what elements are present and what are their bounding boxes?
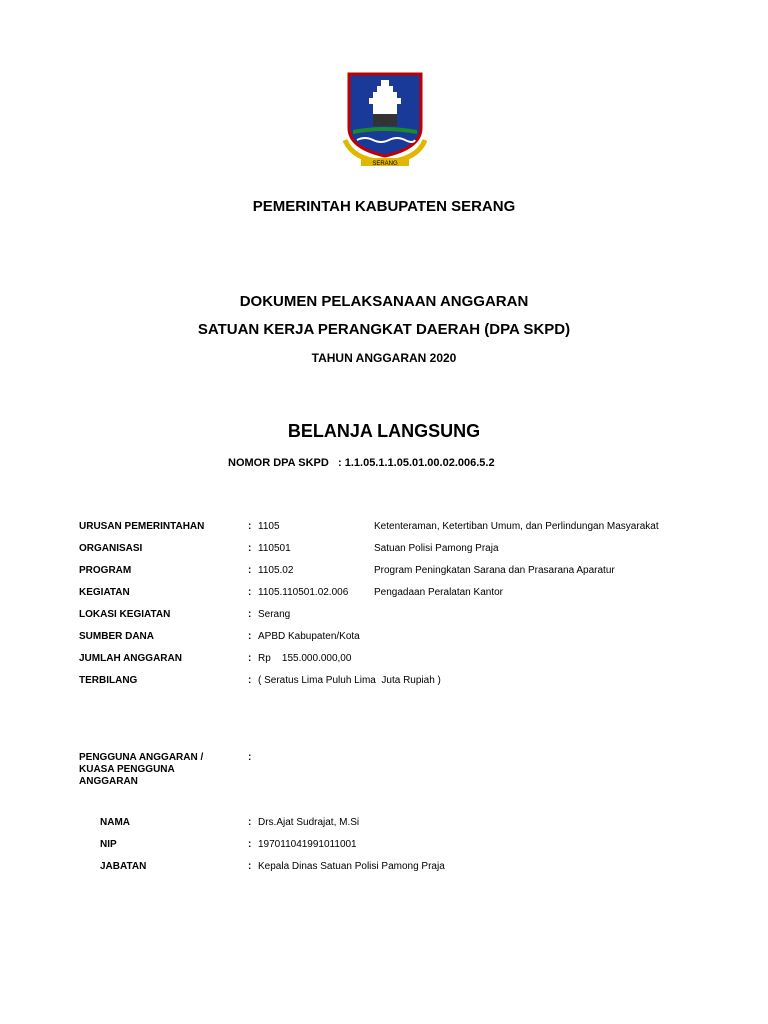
detail-label: PROGRAM bbox=[79, 565, 132, 576]
government-title: PEMERINTAH KABUPATEN SERANG bbox=[252, 198, 516, 215]
detail-colon: : bbox=[248, 565, 252, 576]
official-field-value: Drs.Ajat Sudrajat, M.Si bbox=[258, 817, 360, 828]
detail-label: URUSAN PEMERINTAHAN bbox=[79, 521, 205, 532]
detail-value: 1105 bbox=[258, 521, 280, 532]
detail-label: ORGANISASI bbox=[79, 543, 143, 554]
detail-label: SUMBER DANA bbox=[79, 631, 154, 642]
detail-label: KEGIATAN bbox=[79, 587, 130, 598]
dpa-number: NOMOR DPA SKPD : 1.1.05.1.1.05.01.00.02.006.5.2 bbox=[228, 457, 495, 469]
detail-description: Program Peningkatan Sarana dan Prasarana Aparatur bbox=[374, 565, 615, 576]
svg-text:SERANG: SERANG bbox=[372, 161, 398, 167]
detail-description: Satuan Polisi Pamong Praja bbox=[374, 543, 499, 554]
detail-colon: : bbox=[248, 752, 252, 763]
detail-value: Rp 155.000.000,00 bbox=[258, 653, 352, 664]
detail-value: Serang bbox=[258, 609, 291, 620]
detail-colon: : bbox=[248, 675, 252, 686]
detail-colon: : bbox=[248, 543, 252, 554]
detail-colon: : bbox=[248, 521, 252, 532]
official-field-label: NAMA bbox=[100, 817, 130, 828]
official-field-label: JABATAN bbox=[100, 861, 147, 872]
detail-colon: : bbox=[248, 817, 252, 828]
detail-label: JUMLAH ANGGARAN bbox=[79, 653, 182, 664]
section-title: BELANJA LANGSUNG bbox=[287, 421, 481, 441]
detail-value: 1105.02 bbox=[258, 565, 294, 576]
budget-year: TAHUN ANGGARAN 2020 bbox=[311, 351, 457, 365]
detail-colon: : bbox=[248, 653, 252, 664]
detail-value: ( Seratus Lima Puluh Lima Juta Rupiah ) bbox=[258, 675, 441, 686]
detail-value: APBD Kabupaten/Kota bbox=[258, 631, 360, 642]
serang-coat-of-arms-logo bbox=[343, 70, 427, 170]
detail-colon: : bbox=[248, 587, 252, 598]
detail-colon: : bbox=[248, 631, 252, 642]
detail-description: Pengadaan Peralatan Kantor bbox=[374, 587, 503, 598]
document-subtitle: SATUAN KERJA PERANGKAT DAERAH (DPA SKPD) bbox=[197, 321, 571, 338]
detail-colon: : bbox=[248, 839, 252, 850]
official-field-value: 197011041991011001 bbox=[258, 839, 357, 850]
detail-label: LOKASI KEGIATAN bbox=[79, 609, 171, 620]
official-field-value: Kepala Dinas Satuan Polisi Pamong Praja bbox=[258, 861, 445, 872]
detail-colon: : bbox=[248, 609, 252, 620]
budget-user-label: PENGGUNA ANGGARAN / KUASA PENGGUNA ANGGARAN bbox=[79, 752, 204, 787]
official-field-label: NIP bbox=[100, 839, 117, 850]
detail-value: 1105.110501.02.006 bbox=[258, 587, 349, 598]
document-title: DOKUMEN PELAKSANAAN ANGGARAN bbox=[239, 293, 529, 310]
detail-colon: : bbox=[248, 861, 252, 872]
detail-value: 110501 bbox=[258, 543, 291, 554]
detail-description: Ketenteraman, Ketertiban Umum, dan Perlindungan Masyarakat bbox=[374, 521, 659, 532]
detail-label: TERBILANG bbox=[79, 675, 138, 686]
